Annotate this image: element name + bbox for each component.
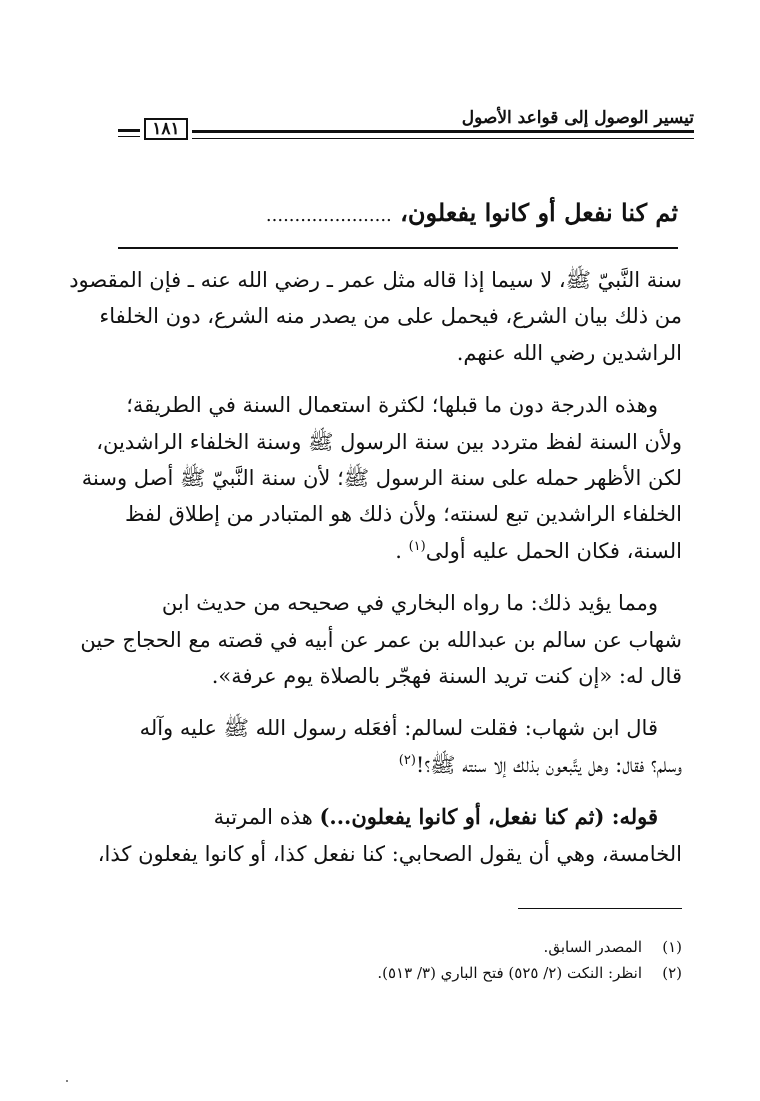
text-line: وهذه الدرجة دون ما قبلها؛ لكثرة استعمال السنة في الطريقة؛: [126, 393, 658, 418]
text-line: لكن الأظهر حمله على سنة الرسول ﷺ؛ لأن سنة النَّبيّ ﷺ أصل وسنة: [81, 466, 682, 491]
text-line: ومما يؤيد ذلك: ما رواه البخاري في صحيحه من حديث ابن: [161, 591, 658, 616]
text-line-with-lead: [114, 799, 682, 835]
paragraph-4: [114, 710, 682, 783]
heading-rule: [118, 247, 678, 249]
footnote-separator: [518, 908, 682, 909]
body-text: [69, 262, 682, 888]
text-line: قال له: «إن كنت تريد السنة فهجّر بالصلاة يوم عرفة».: [211, 664, 682, 689]
text-line: من ذلك بيان الشرع، فيحمل على من يصدر منه الشرع، دون الخلفاء: [99, 304, 682, 329]
text-line: شهاب عن سالم بن عبدالله بن عمر عن أبيه في قصته مع الحجاج حين: [80, 627, 682, 652]
paragraph-3: [80, 585, 682, 694]
header-tick-mark: [118, 129, 140, 137]
footnote-text: المصدر السابق.: [543, 938, 642, 956]
text-line: الراشدين رضي الله عنهم.: [456, 340, 682, 365]
section-heading-text: ثم كنا نفعل أو كانوا يفعلون،: [400, 198, 678, 227]
text-line: الخامسة، وهي أن يقول الصحابي: كنا نفعل كذا، أو كانوا يفعلون كذا،: [97, 841, 682, 866]
footnote-ref-1[interactable]: (١): [408, 538, 426, 554]
text-line: ولأن السنة لفظ متردد بين سنة الرسول ﷺ وسنة الخلفاء الراشدين،: [96, 429, 682, 454]
scan-speck: [66, 1080, 68, 1082]
text-line-with-footnote: [114, 747, 682, 783]
footnote-text: انظر: النكت (٢/ ٥٢٥) فتح الباري (٣/ ٥١٣).: [377, 964, 642, 982]
header-rule: [192, 130, 694, 139]
text-line-with-footnote: [114, 533, 682, 569]
paragraph-2: [81, 387, 682, 569]
text-line: الخلفاء الراشدين تبع لسنته؛ ولأن ذلك هو المتبادر من إطلاق لفظ: [124, 502, 682, 527]
commentary-lead: قوله: (ثم كنا نفعل، أو كانوا يفعلون...): [319, 804, 658, 830]
footnote-number: (١): [662, 938, 682, 956]
paragraph-1: [69, 262, 682, 371]
footnote-2: [114, 960, 682, 986]
book-title: تيسير الوصول إلى قواعد الأصول: [461, 108, 694, 128]
text-line: سنة النَّبيّ ﷺ، لا سيما إذا قاله مثل عمر ـ رضي الله عنه ـ فإن المقصود: [69, 268, 682, 292]
running-header: [118, 108, 694, 138]
text-line: قال ابن شهاب: فقلت لسالم: أفعَله رسول الله ﷺ عليه وآله: [139, 716, 658, 741]
page-number: ١٨١: [144, 118, 188, 140]
section-heading: [118, 198, 678, 244]
text-line: هذه المرتبة: [213, 805, 320, 830]
text-line: وسلم؟ فقال: وهل يتَّبعون بذلك إلا سنته ﷺ؟!: [415, 752, 682, 777]
footnote-1: [114, 934, 682, 960]
line-tail: .: [395, 538, 402, 563]
footnote-number: (٢): [662, 964, 682, 982]
paragraph-5: [97, 799, 682, 872]
footnotes: [114, 934, 682, 986]
footnote-ref-2[interactable]: (٢): [398, 752, 416, 768]
section-heading-dots: ......................: [265, 205, 392, 226]
text-line: السنة، فكان الحمل عليه أولى: [425, 538, 682, 563]
